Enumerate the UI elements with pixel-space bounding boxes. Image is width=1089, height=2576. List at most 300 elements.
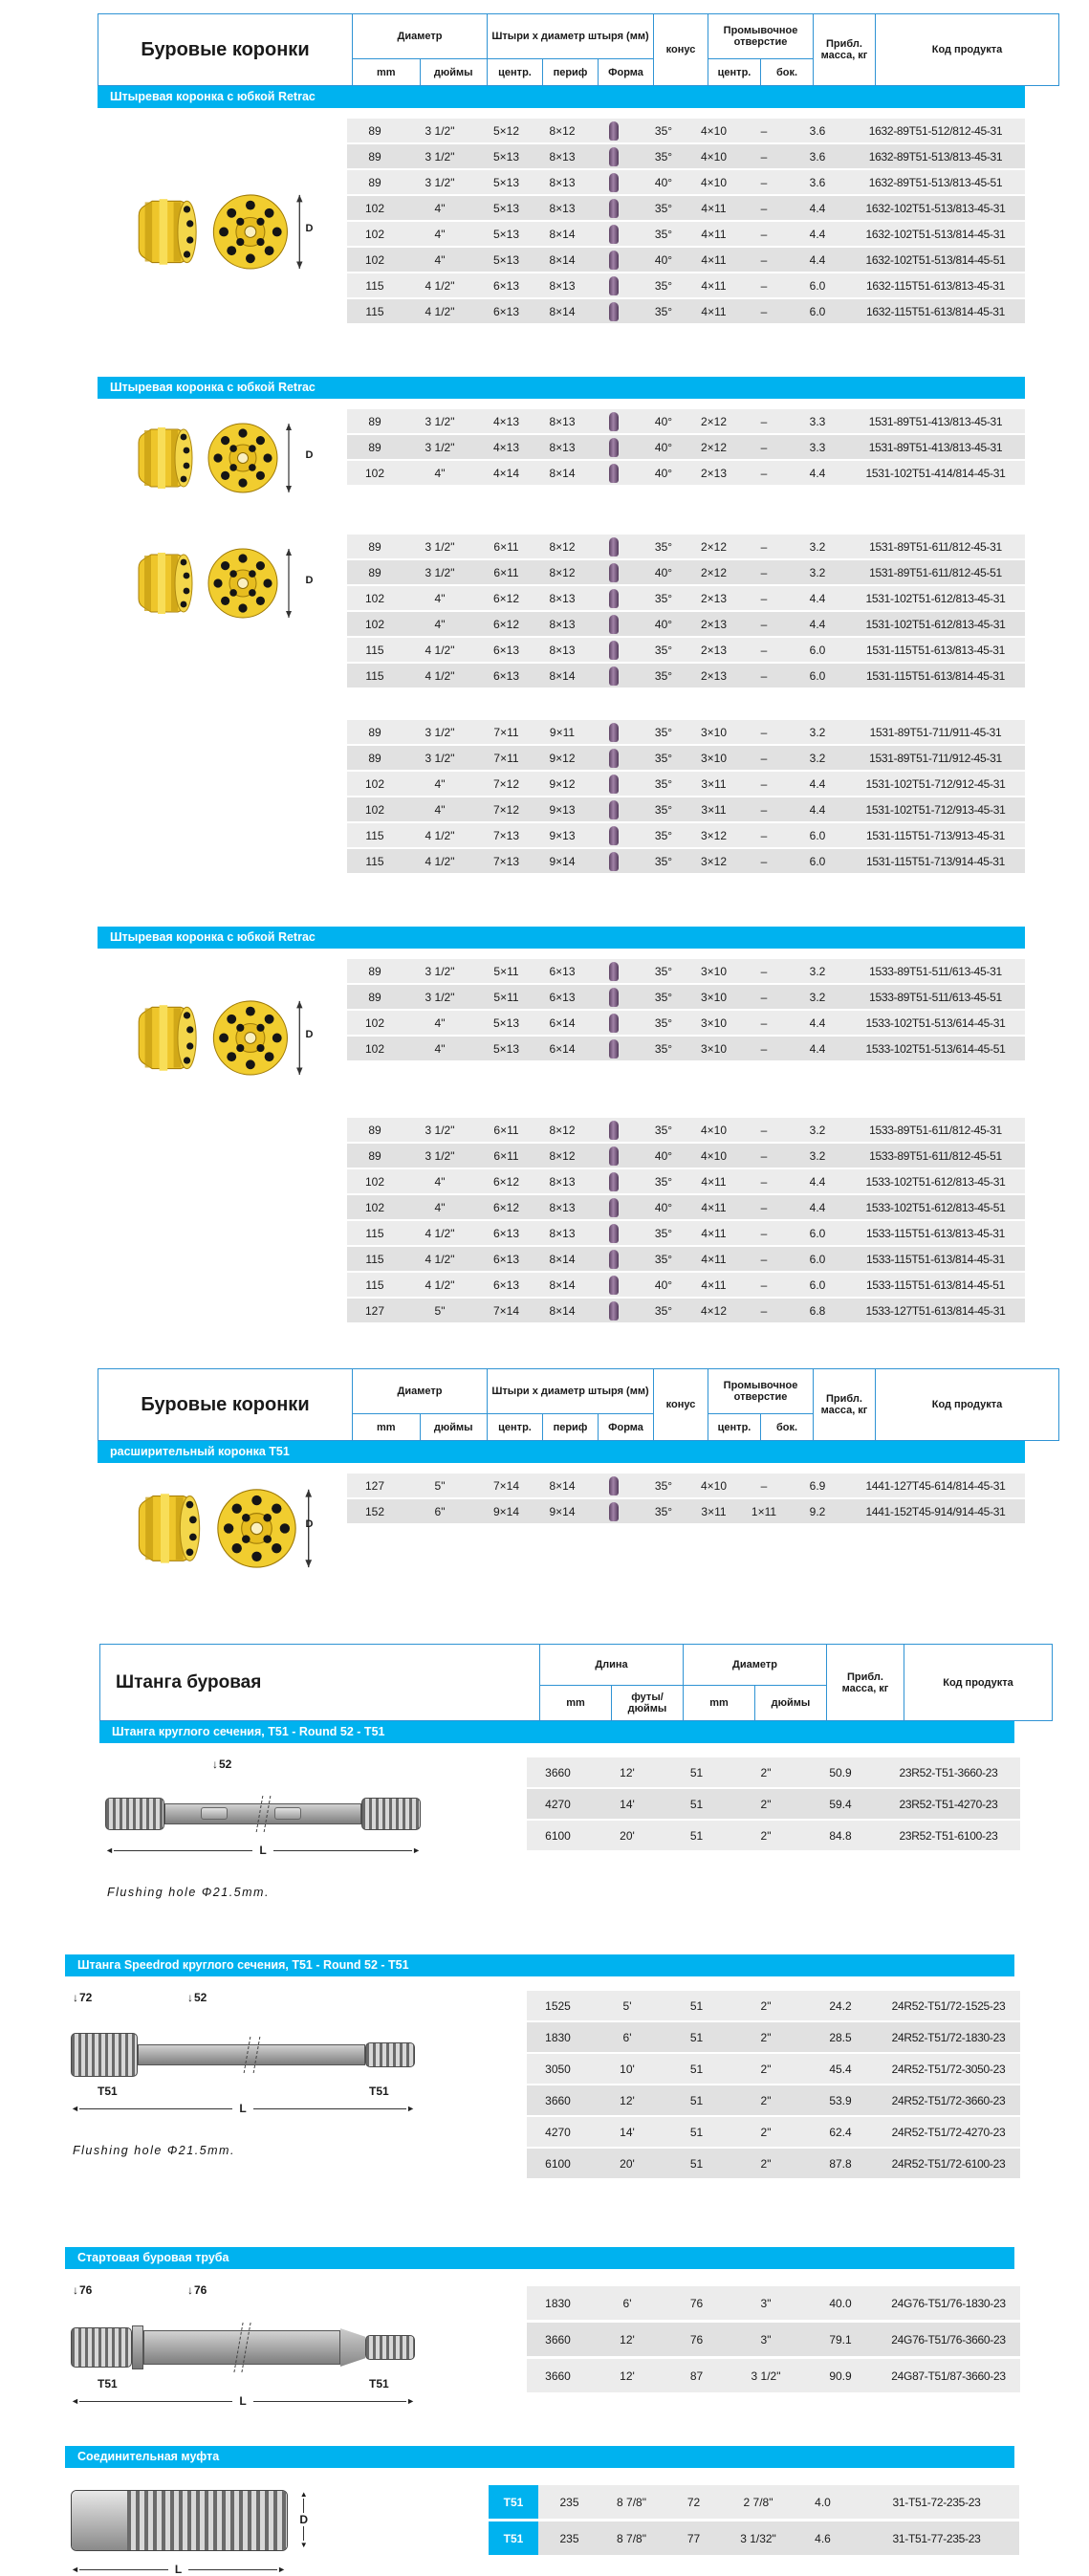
col-pin-form: Форма (599, 1414, 654, 1441)
cell: 7×14 (477, 1474, 535, 1497)
table-row (347, 1169, 1025, 1193)
pin-shape-icon (609, 276, 619, 295)
cell: 89 (347, 170, 403, 194)
table-row (347, 461, 1025, 485)
cell: 9×12 (535, 772, 589, 796)
cell: 6.0 (789, 664, 846, 688)
cell: 8×13 (535, 1195, 589, 1219)
cell: 5×13 (477, 144, 535, 168)
col-diameter: Диаметр (353, 14, 488, 59)
cell: 6×14 (535, 1037, 589, 1060)
cell: 3×11 (688, 1499, 739, 1523)
cell: 35° (639, 1037, 688, 1060)
pin-shape-icon (609, 775, 619, 794)
cell: 1632-89T51-512/812-45-31 (846, 119, 1025, 142)
cell: 6×13 (477, 299, 535, 323)
cell: 102 (347, 586, 403, 610)
cell: 8×14 (535, 664, 589, 688)
cell: 5×11 (477, 985, 535, 1009)
pin-form-cell (589, 1499, 639, 1523)
cell: – (739, 1195, 789, 1219)
cell: 3×11 (688, 772, 739, 796)
cell: 35° (639, 849, 688, 873)
cell: 53.9 (804, 2085, 877, 2115)
table-row (347, 664, 1025, 688)
drill-bit-image (136, 538, 314, 629)
col-mm: mm (353, 59, 421, 86)
drill-bit-image (136, 990, 314, 1087)
cell: 3 1/2" (403, 119, 477, 142)
cell: 35° (639, 1499, 688, 1523)
cell: 35° (639, 772, 688, 796)
thread-type-label: T51 (98, 2085, 118, 2098)
cell: 24R52-T51/72-3050-23 (877, 2054, 1020, 2084)
cell: 35° (639, 746, 688, 770)
cell: – (739, 170, 789, 194)
cell: 2" (728, 1757, 804, 1787)
cell: – (739, 720, 789, 744)
cell: – (739, 1221, 789, 1245)
cell: 3 1/2" (728, 2359, 804, 2392)
bit-spec-table (347, 957, 1025, 1062)
cell: 4 1/2" (403, 1247, 477, 1271)
cell: 8 7/8" (600, 2521, 663, 2555)
cell: 8×13 (535, 170, 589, 194)
table-row (347, 1221, 1025, 1245)
pin-shape-icon (609, 412, 619, 431)
cell: 24R52-T51/72-6100-23 (877, 2149, 1020, 2178)
cell: 2×13 (688, 612, 739, 636)
table-row (347, 119, 1025, 142)
cell: 4×14 (477, 461, 535, 485)
cell: 6.0 (789, 1221, 846, 1245)
length-dimension: ◄ L ► (71, 2394, 415, 2408)
cell: 23R52-T51-6100-23 (877, 1821, 1020, 1850)
cell: 35° (639, 586, 688, 610)
cell: 2×13 (688, 638, 739, 662)
section-title-bar: Стартовая буровая труба (65, 2247, 1014, 2269)
cell: – (739, 612, 789, 636)
cell: 8×13 (535, 196, 589, 220)
table-row (347, 196, 1025, 220)
cell: 5" (403, 1474, 477, 1497)
cell: – (739, 409, 789, 433)
cell: 4×13 (477, 409, 535, 433)
cell: 4.4 (789, 248, 846, 272)
cell: 127 (347, 1299, 403, 1322)
cell: 4.4 (789, 797, 846, 821)
cell: 4270 (527, 2117, 589, 2147)
cell: 4.0 (792, 2485, 854, 2519)
cell: 4.4 (789, 1037, 846, 1060)
table-row (347, 1499, 1025, 1523)
cell: 4 1/2" (403, 273, 477, 297)
cell: 6" (403, 1499, 477, 1523)
cell: 6.0 (789, 1247, 846, 1271)
cell: 24G76-T51/76-1830-23 (877, 2286, 1020, 2320)
cell: 4×10 (688, 144, 739, 168)
col-flush-center: центр. (708, 1414, 761, 1441)
table-row (347, 985, 1025, 1009)
cell: 9×14 (477, 1499, 535, 1523)
pin-form-cell (589, 1221, 639, 1245)
cell: 1533-89T51-611/812-45-51 (846, 1144, 1025, 1168)
cell: 4 1/2" (403, 1273, 477, 1297)
section-coupling (65, 2446, 1014, 2576)
cell: 12' (589, 2359, 665, 2392)
table-row (527, 2149, 1020, 2178)
cell: 8×13 (535, 586, 589, 610)
cell: 3.3 (789, 435, 846, 459)
col-weight: Прибл. масса, кг (814, 14, 876, 86)
cell: 35° (639, 823, 688, 847)
pin-form-cell (589, 797, 639, 821)
cell: 4" (403, 196, 477, 220)
cell: 3.6 (789, 144, 846, 168)
cell: 3.2 (789, 560, 846, 584)
cell: 1632-89T51-513/813-45-51 (846, 170, 1025, 194)
cell: 14' (589, 1789, 665, 1819)
cell: 8×13 (535, 435, 589, 459)
table-row (527, 1757, 1020, 1787)
cell: 9×13 (535, 823, 589, 847)
cell: 4 1/2" (403, 664, 477, 688)
pin-form-cell (589, 1011, 639, 1035)
cell: 102 (347, 196, 403, 220)
cell: 20' (589, 1821, 665, 1850)
cell: 89 (347, 985, 403, 1009)
pin-shape-icon (609, 723, 619, 742)
cell: 2" (728, 2117, 804, 2147)
cell: 3660 (527, 2323, 589, 2356)
cell: – (739, 823, 789, 847)
cell: 1533-127T51-613/814-45-31 (846, 1299, 1025, 1322)
coupling-image (71, 2490, 310, 2576)
table-row (347, 1144, 1025, 1168)
table-row (347, 797, 1025, 821)
section-drill-bits-retrac-1632 (98, 13, 1025, 325)
pin-shape-icon (609, 537, 619, 557)
table-row (347, 1247, 1025, 1271)
section-speedrod (65, 1954, 1014, 2180)
cell: 51 (665, 1821, 728, 1850)
cell: 1531-115T51-613/813-45-31 (846, 638, 1025, 662)
cell: 6.0 (789, 299, 846, 323)
pin-shape-icon (609, 121, 619, 141)
col-diameter: Диаметр (353, 1369, 488, 1414)
cell: 8×14 (535, 461, 589, 485)
cell: 35° (639, 1299, 688, 1322)
bit-spec-table (347, 533, 1025, 689)
cell: 4×11 (688, 299, 739, 323)
cell: 3 1/2" (403, 720, 477, 744)
table-row (527, 2022, 1020, 2052)
cell: 8×13 (535, 409, 589, 433)
table-row (527, 2117, 1020, 2147)
cell: 8×14 (535, 1273, 589, 1297)
cell: 1533-102T51-612/813-45-31 (846, 1169, 1025, 1193)
cell: 1441-152T45-914/914-45-31 (846, 1499, 1025, 1523)
pin-shape-icon (609, 800, 619, 819)
pin-form-cell (589, 1118, 639, 1142)
table-row (347, 612, 1025, 636)
cell: 35° (639, 196, 688, 220)
cell: 35° (639, 299, 688, 323)
cell: 3.2 (789, 1118, 846, 1142)
cell: – (739, 1169, 789, 1193)
cell: 51 (665, 1789, 728, 1819)
cell: 24.2 (804, 1991, 877, 2020)
col-flush-center: центр. (708, 59, 761, 86)
cell: 1531-89T51-413/813-45-31 (846, 409, 1025, 433)
cell: 4" (403, 222, 477, 246)
cell: 4×11 (688, 273, 739, 297)
drill-bit-image (136, 184, 314, 281)
pin-form-cell (589, 959, 639, 983)
cell: 4×10 (688, 1118, 739, 1142)
cell: 152 (347, 1499, 403, 1523)
cell: 1533-115T51-613/814-45-31 (846, 1247, 1025, 1271)
cell: 76 (665, 2286, 728, 2320)
pin-form-cell (589, 1037, 639, 1060)
cell: 6' (589, 2286, 665, 2320)
cell: 40° (639, 435, 688, 459)
cell: 3×12 (688, 823, 739, 847)
cell: 6×12 (477, 586, 535, 610)
cell: 51 (665, 2117, 728, 2147)
pin-form-cell (589, 1273, 639, 1297)
cell: – (739, 1247, 789, 1271)
cell: 8×12 (535, 535, 589, 558)
cell: 102 (347, 612, 403, 636)
cell: 31-T51-72-235-23 (854, 2485, 1019, 2519)
cell: 8×14 (535, 1247, 589, 1271)
table-row (527, 2359, 1020, 2392)
cell: 4 1/2" (403, 638, 477, 662)
col-cone: конус (654, 1369, 708, 1441)
cell: 3.2 (789, 1144, 846, 1168)
cell: 4×11 (688, 1169, 739, 1193)
cell: 4" (403, 248, 477, 272)
pin-form-cell (589, 461, 639, 485)
table-row (489, 2521, 1019, 2555)
cell: 24R52-T51/72-4270-23 (877, 2117, 1020, 2147)
cell: 3 1/2" (403, 435, 477, 459)
flushing-hole-note: Flushing hole Φ21.5mm. (107, 1886, 270, 1899)
section-title-bar: расширительный коронка Т51 (98, 1441, 1025, 1463)
cell: 89 (347, 560, 403, 584)
cell: 6×12 (477, 612, 535, 636)
cell: 1533-102T51-612/813-45-51 (846, 1195, 1025, 1219)
table-row (347, 248, 1025, 272)
cell: 6×13 (535, 959, 589, 983)
cell: 115 (347, 1273, 403, 1297)
cell: 45.4 (804, 2054, 877, 2084)
cell: 2×13 (688, 664, 739, 688)
table-row (527, 2286, 1020, 2320)
section-title-bar: Штыревая коронка с юбкой Retrac (98, 377, 1025, 399)
pin-shape-icon (609, 749, 619, 768)
pin-shape-icon (609, 988, 619, 1007)
diameter-dimension-label: D (305, 575, 314, 586)
pin-shape-icon (609, 147, 619, 166)
cell: 31-T51-77-235-23 (854, 2521, 1019, 2555)
cell: 4270 (527, 1789, 589, 1819)
cell: 5×12 (477, 119, 535, 142)
cell: 127 (347, 1474, 403, 1497)
pin-shape-icon (609, 1476, 619, 1495)
cell: 3 1/2" (403, 1118, 477, 1142)
pin-form-cell (589, 720, 639, 744)
pin-form-cell (589, 119, 639, 142)
cell: 6.0 (789, 1273, 846, 1297)
pin-shape-icon (609, 1301, 619, 1321)
cell: 14' (589, 2117, 665, 2147)
cell: 89 (347, 535, 403, 558)
cell: 3 1/2" (403, 535, 477, 558)
cell: 2" (728, 2085, 804, 2115)
reamer-bit-image (136, 1477, 314, 1581)
cell: 4.4 (789, 586, 846, 610)
cell: 8×13 (535, 1169, 589, 1193)
cell: 1531-102T51-712/913-45-31 (846, 797, 1025, 821)
pin-shape-icon (609, 852, 619, 871)
cell: 35° (639, 664, 688, 688)
pin-shape-icon (609, 438, 619, 457)
table-row (527, 1821, 1020, 1850)
cell: 79.1 (804, 2323, 877, 2356)
cell: 35° (639, 535, 688, 558)
cell: 40° (639, 1273, 688, 1297)
pin-shape-icon (609, 1250, 619, 1269)
cell: 4.4 (789, 1195, 846, 1219)
pin-shape-icon (609, 1121, 619, 1140)
col-flushing: Промывочное отверстие (708, 14, 814, 59)
pin-form-cell (589, 985, 639, 1009)
drill-rod-image (105, 1798, 421, 1830)
cell: 3.2 (789, 959, 846, 983)
cell: 1533-89T51-611/812-45-31 (846, 1118, 1025, 1142)
cell: 115 (347, 823, 403, 847)
cell: 35° (639, 720, 688, 744)
cell: 102 (347, 772, 403, 796)
cell: 40° (639, 1144, 688, 1168)
cell: 2" (728, 2022, 804, 2052)
dimension-52-label: ↓ 52 (187, 1991, 207, 2004)
cell: 4" (403, 1037, 477, 1060)
cell: 1531-115T51-613/814-45-31 (846, 664, 1025, 688)
cell: 3×10 (688, 959, 739, 983)
length-dimension: ◄ L ► (105, 1844, 421, 1857)
cell: 3" (728, 2286, 804, 2320)
cell: – (739, 560, 789, 584)
cell: 7×11 (477, 720, 535, 744)
cell: 115 (347, 273, 403, 297)
cell: 1632-115T51-613/814-45-31 (846, 299, 1025, 323)
cell: 1531-89T51-611/812-45-51 (846, 560, 1025, 584)
cell: 4" (403, 612, 477, 636)
cell: 89 (347, 409, 403, 433)
cell: 4 1/2" (403, 299, 477, 323)
cell: 1533-115T51-613/814-45-51 (846, 1273, 1025, 1297)
col-pin-periph: периф (543, 1414, 599, 1441)
product-group (65, 2477, 1014, 2576)
cell: 4 1/2" (403, 1221, 477, 1245)
cell: 2×12 (688, 560, 739, 584)
pin-form-cell (589, 1247, 639, 1271)
cell: 6×11 (477, 1144, 535, 1168)
cell: 1531-102T51-414/814-45-31 (846, 461, 1025, 485)
cell: 1830 (527, 2022, 589, 2052)
cell: 3 1/2" (403, 1144, 477, 1168)
cell: 35° (639, 959, 688, 983)
cell: 23R52-T51-3660-23 (877, 1757, 1020, 1787)
cell: 35° (639, 273, 688, 297)
cell: 4.4 (789, 1169, 846, 1193)
cell: 84.8 (804, 1821, 877, 1850)
cell: 3 1/2" (403, 560, 477, 584)
pin-form-cell (589, 409, 639, 433)
cell: 8×14 (535, 1299, 589, 1322)
cell: – (739, 461, 789, 485)
col-pins: Штыри х диаметр штыря (мм) (488, 14, 654, 59)
cell: 3.2 (789, 535, 846, 558)
cell: 5×13 (477, 1011, 535, 1035)
length-dimension: ◄ L ► (71, 2563, 286, 2576)
cell: 5×13 (477, 222, 535, 246)
cell: 40° (639, 248, 688, 272)
pin-shape-icon (609, 1224, 619, 1243)
col-inches: дюймы (420, 1414, 488, 1441)
cell: 2 7/8" (725, 2485, 792, 2519)
drill-bit-image (136, 413, 314, 504)
dimension-72-label: ↓ 72 (73, 1991, 92, 2004)
pin-shape-icon (609, 251, 619, 270)
section-title-bar: Штанга круглого сечения, T51 - Round 52 - T51 (99, 1721, 1014, 1743)
cell: 6×11 (477, 535, 535, 558)
cell: 1830 (527, 2286, 589, 2320)
col-inches: дюймы (420, 59, 488, 86)
cell: 3.2 (789, 746, 846, 770)
table-row (347, 222, 1025, 246)
cell: 35° (639, 985, 688, 1009)
section-starter-pipe (65, 2247, 1014, 2408)
dimension-76-label: ↓ 76 (187, 2283, 207, 2297)
cell: 3×10 (688, 1037, 739, 1060)
col-length: Длина (540, 1645, 684, 1686)
cell: 102 (347, 222, 403, 246)
col-weight: Прибл. масса, кг (827, 1645, 904, 1721)
dimension-76-label: ↓ 76 (73, 2283, 92, 2297)
cell: 3.2 (789, 985, 846, 1009)
cell: 235 (538, 2521, 600, 2555)
pin-form-cell (589, 248, 639, 272)
cell: 35° (639, 1118, 688, 1142)
cell: – (739, 273, 789, 297)
cell: 115 (347, 1247, 403, 1271)
col-cone: конус (654, 14, 708, 86)
cell: 3 1/32" (725, 2521, 792, 2555)
rods-header-table (99, 1644, 1053, 1721)
product-group (98, 533, 1025, 689)
cell: 2×12 (688, 409, 739, 433)
cell: 4.4 (789, 612, 846, 636)
cell: 24R52-T51/72-1525-23 (877, 1991, 1020, 2020)
cell: 3×12 (688, 849, 739, 873)
cell: 1533-115T51-613/813-45-31 (846, 1221, 1025, 1245)
cell: 3×10 (688, 985, 739, 1009)
pin-form-cell (589, 560, 639, 584)
